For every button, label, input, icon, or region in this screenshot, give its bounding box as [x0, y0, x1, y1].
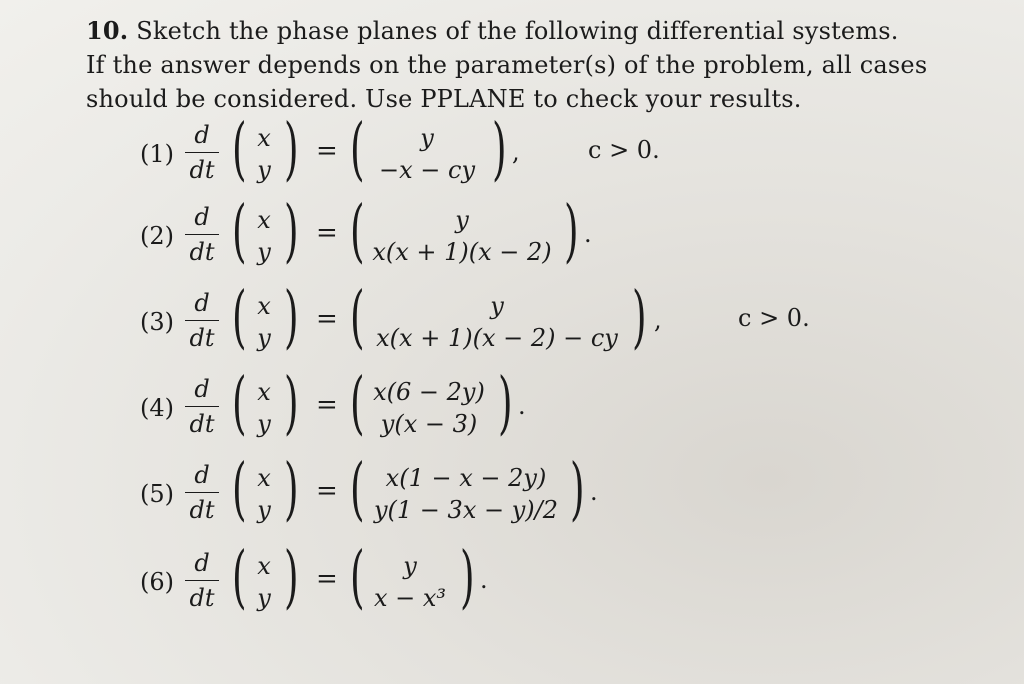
equation-label: (5): [140, 480, 174, 508]
rhs-vector: [362, 550, 458, 614]
derivative-numerator: d: [194, 203, 210, 231]
derivative-operator: [182, 288, 222, 353]
equation-label: (6): [140, 568, 174, 596]
state-vector: [244, 376, 284, 440]
equation-punctuation: ,: [512, 138, 520, 166]
equation-1: [140, 110, 840, 190]
right-paren: ): [283, 450, 299, 529]
derivative-denominator: dt: [189, 410, 215, 438]
equation-4: [140, 364, 840, 444]
state-x: x: [257, 464, 271, 492]
state-x: x: [257, 206, 271, 234]
right-paren: ): [497, 364, 513, 443]
equation-3: [140, 278, 900, 358]
state-y: y: [257, 156, 271, 184]
derivative-operator: [182, 374, 222, 439]
rhs-bottom: y(x − 3): [380, 410, 478, 438]
rhs-bottom: −x − cy: [378, 156, 475, 184]
right-paren: ): [283, 110, 299, 189]
rhs-bottom: x(x + 1)(x − 2): [372, 238, 552, 266]
derivative-numerator: d: [194, 375, 210, 403]
left-paren: (: [231, 364, 247, 443]
problem-statement: [86, 14, 986, 116]
state-vector: [244, 462, 284, 526]
right-paren: ): [491, 110, 507, 189]
equation-punctuation: ,: [654, 306, 662, 334]
rhs-top: y: [455, 206, 469, 234]
problem-text-3: should be considered. Use PPLANE to check your results.: [86, 85, 802, 113]
right-paren: ): [563, 192, 579, 271]
state-vector: [244, 204, 284, 268]
right-paren: ): [631, 278, 647, 357]
parameter-condition: c > 0.: [738, 304, 810, 332]
right-paren: ): [283, 364, 299, 443]
fraction-bar: [185, 234, 219, 235]
state-y: y: [257, 584, 271, 612]
state-vector: [244, 550, 284, 614]
equation-5: [140, 450, 840, 530]
right-paren: ): [283, 278, 299, 357]
derivative-denominator: dt: [189, 156, 215, 184]
left-paren: (: [231, 450, 247, 529]
equation-label: (1): [140, 140, 174, 168]
left-paren: (: [231, 278, 247, 357]
state-y: y: [257, 324, 271, 352]
fraction-bar: [185, 406, 219, 407]
state-vector: [244, 122, 284, 186]
rhs-vector: [364, 290, 630, 354]
equation-label: (2): [140, 222, 174, 250]
equals-sign: =: [316, 476, 338, 506]
derivative-denominator: dt: [189, 238, 215, 266]
derivative-operator: [182, 460, 222, 525]
left-paren: (: [349, 192, 365, 271]
equation-punctuation: .: [518, 392, 526, 420]
equation-punctuation: .: [590, 478, 598, 506]
derivative-operator: [182, 548, 222, 613]
left-paren: (: [231, 538, 247, 617]
right-paren: ): [283, 538, 299, 617]
state-y: y: [257, 496, 271, 524]
problem-number: 10.: [86, 16, 129, 45]
derivative-denominator: dt: [189, 496, 215, 524]
rhs-vector: [364, 204, 560, 268]
equals-sign: =: [316, 390, 338, 420]
left-paren: (: [231, 192, 247, 271]
state-x: x: [257, 124, 271, 152]
state-vector: [244, 290, 284, 354]
rhs-top: y: [403, 552, 417, 580]
equation-punctuation: .: [584, 220, 592, 248]
fraction-bar: [185, 152, 219, 153]
problem-text-2: If the answer depends on the parameter(s) of the problem, all cases: [86, 51, 928, 79]
fraction-bar: [185, 492, 219, 493]
problem-text-1: Sketch the phase planes of the following differential systems.: [136, 17, 899, 45]
problem-line-1: [86, 14, 986, 48]
derivative-numerator: d: [194, 121, 210, 149]
equals-sign: =: [316, 304, 338, 334]
equals-sign: =: [316, 564, 338, 594]
derivative-numerator: d: [194, 289, 210, 317]
state-x: x: [257, 292, 271, 320]
rhs-vector: [364, 376, 494, 440]
rhs-vector: [362, 122, 492, 186]
equation-2: [140, 192, 840, 272]
left-paren: (: [349, 538, 365, 617]
equation-punctuation: .: [480, 566, 488, 594]
rhs-bottom: y(1 − 3x − y)/2: [373, 496, 558, 524]
rhs-top: x(1 − x − 2y): [385, 464, 547, 492]
equation-6: [140, 538, 840, 618]
derivative-denominator: dt: [189, 324, 215, 352]
state-y: y: [257, 410, 271, 438]
rhs-vector: [364, 462, 568, 526]
derivative-operator: [182, 120, 222, 185]
equation-label: (3): [140, 308, 174, 336]
fraction-bar: [185, 580, 219, 581]
state-x: x: [257, 552, 271, 580]
rhs-top: x(6 − 2y): [373, 378, 485, 406]
right-paren: ): [459, 538, 475, 617]
left-paren: (: [349, 364, 365, 443]
rhs-top: y: [420, 124, 434, 152]
right-paren: ): [283, 192, 299, 271]
rhs-top: y: [490, 292, 504, 320]
derivative-denominator: dt: [189, 584, 215, 612]
fraction-bar: [185, 320, 219, 321]
derivative-numerator: d: [194, 549, 210, 577]
left-paren: (: [349, 278, 365, 357]
state-y: y: [257, 238, 271, 266]
rhs-bottom: x(x + 1)(x − 2) − cy: [376, 324, 618, 352]
parameter-condition: c > 0.: [588, 136, 660, 164]
left-paren: (: [349, 110, 365, 189]
derivative-numerator: d: [194, 461, 210, 489]
state-x: x: [257, 378, 271, 406]
left-paren: (: [231, 110, 247, 189]
right-paren: ): [569, 450, 585, 529]
rhs-bottom: x − x³: [373, 584, 447, 612]
left-paren: (: [349, 450, 365, 529]
equation-label: (4): [140, 394, 174, 422]
equals-sign: =: [316, 218, 338, 248]
equals-sign: =: [316, 136, 338, 166]
derivative-operator: [182, 202, 222, 267]
